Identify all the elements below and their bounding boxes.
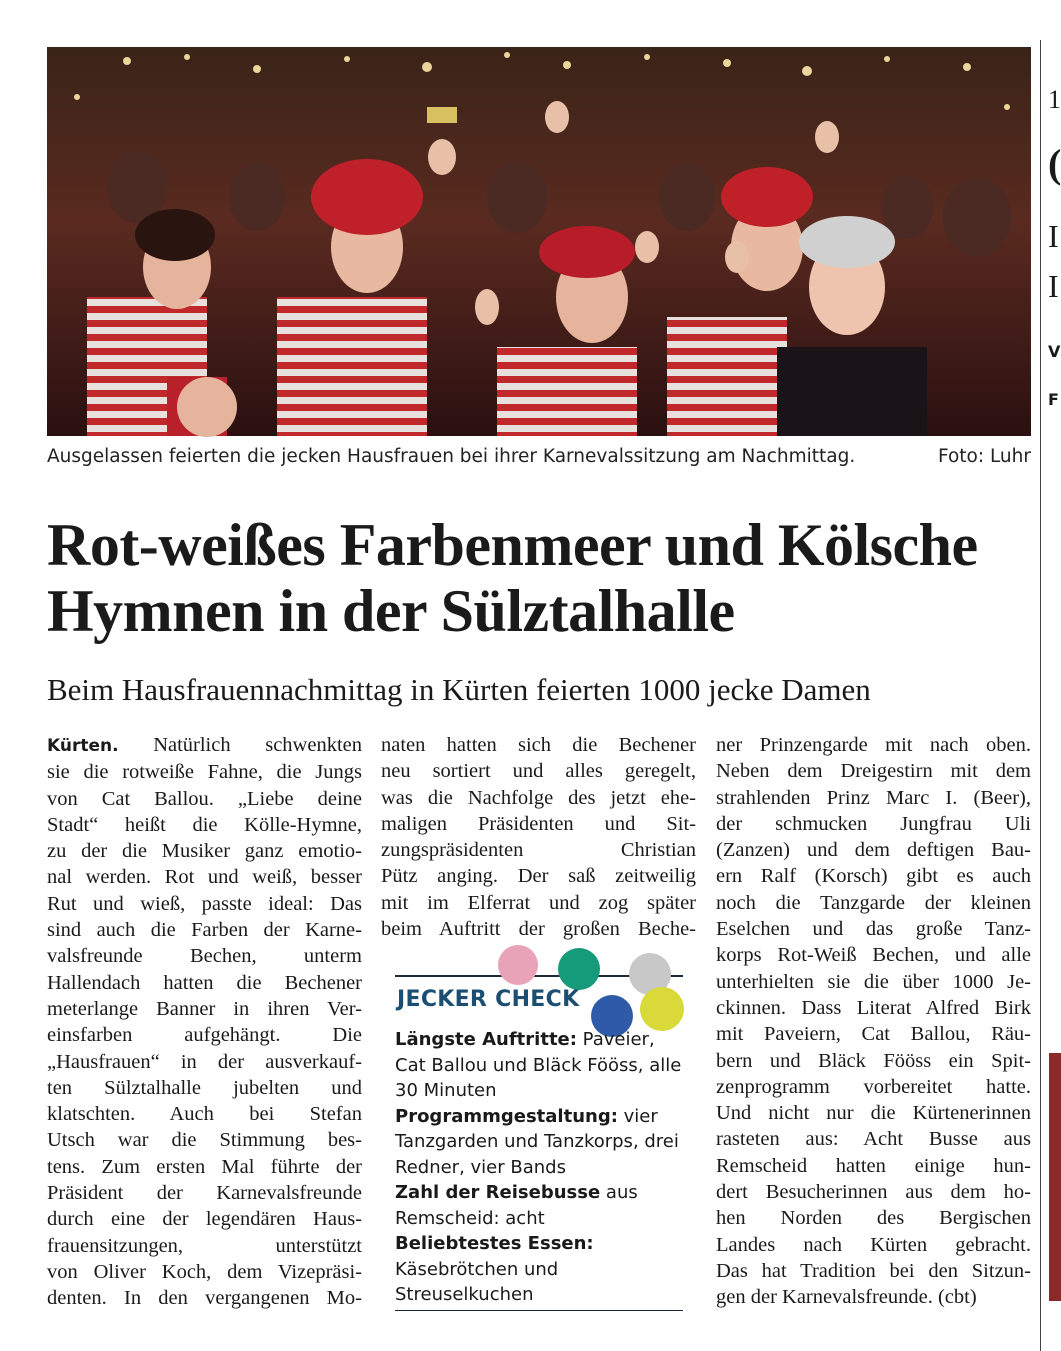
text-line: sind auch die Farben der Karne-	[47, 919, 362, 942]
text-line: Utsch war die Stimmung bes-	[47, 1129, 362, 1152]
check-bottom-rule	[395, 1310, 683, 1311]
text-line: rasteten aus: Acht Busse aus	[716, 1128, 1031, 1151]
edge-letter: 1	[1048, 85, 1061, 114]
text-line	[47, 732, 362, 759]
text-line: nal werden. Rot und weiß, besser	[47, 866, 362, 889]
text-line: einsfarben aufgehängt. Die	[47, 1024, 362, 1047]
column-divider	[1040, 40, 1041, 1351]
yellow-dot	[640, 987, 684, 1031]
text-line: klatschten. Auch bei Stefan	[47, 1103, 362, 1126]
text-line: durch eine der legendären Haus-	[47, 1208, 362, 1231]
text-line: Das hat Tradition bei den Sitzun-	[716, 1259, 1031, 1282]
text-line: zu der die Musiker ganz emotio-	[47, 840, 362, 863]
check-item	[395, 1231, 685, 1308]
photo-caption-row	[47, 443, 1031, 469]
text-line: dert Besucherinnen aus dem ho-	[716, 1181, 1031, 1204]
check-item	[395, 1104, 685, 1181]
check-item-label: Programmgestaltung:	[395, 1105, 618, 1127]
text-line: Präsident der Karnevalsfreunde	[47, 1182, 362, 1205]
article-column-3	[716, 732, 1031, 1311]
text-line: maligen Präsidenten und Sit-	[381, 812, 696, 835]
crowd-photo-illustration	[47, 47, 1031, 436]
text-line: strahlenden Prinz Marc I. (Beer),	[716, 786, 1031, 809]
article-photo	[47, 47, 1031, 436]
text-line: was die Nachfolge des jetzt ehe-	[381, 786, 696, 809]
text-line: mit im Elferrat und zog später	[381, 891, 696, 914]
text-line: meterlange Banner in ihren Ver-	[47, 997, 362, 1020]
text-line: noch die Tanzgarde der kleinen	[716, 891, 1031, 914]
check-item-text: aus Remscheid: acht	[395, 1182, 638, 1229]
text-line: zungspräsidenten Christian	[381, 839, 696, 862]
text-line: ern Ralf (Korsch) gibt es auch	[716, 865, 1031, 888]
text-line: ten Sülztalhalle jubelten und	[47, 1076, 362, 1099]
edge-letter: I	[1048, 268, 1059, 304]
text-line: mit Paveiern, Cat Ballou, Räu-	[716, 1023, 1031, 1046]
text-line: hen Norden des Bergischen	[716, 1207, 1031, 1230]
text-line: frauensitzungen, unterstützt	[47, 1234, 362, 1257]
edge-letter: V	[1048, 342, 1061, 361]
adjacent-photo-edge	[1049, 1053, 1061, 1301]
text-line: von Cat Ballou. „Liebe deine	[47, 787, 362, 810]
text-line: Rut und wieß, passte ideal: Das	[47, 892, 362, 915]
text-line: ckinnen. Dass Literat Alfred Birk	[716, 996, 1031, 1019]
article-column-2	[381, 732, 696, 942]
text-line: Und nicht nur die Kürtenerinnen	[716, 1102, 1031, 1125]
text-line-first: Natürlich schwenkten	[118, 734, 362, 756]
check-item-text: Paveier, Cat Ballou und Bläck Fööss, alle 30 Minuten	[395, 1029, 682, 1101]
check-item	[395, 1180, 685, 1231]
text-line: beim Auftritt der großen Beche-	[381, 918, 696, 941]
text-line: Stadt“ heißt die Kölle-Hymne,	[47, 813, 362, 836]
text-line: unterhielten sie die über 1000 Je-	[716, 970, 1031, 993]
check-item-label: Längste Auftritte:	[395, 1029, 577, 1050]
photo-caption: Ausgelassen feierten die jecken Hausfrauen bei ihrer Karnevalssitzung am Nachmittag.	[47, 445, 856, 467]
article-column-1	[47, 732, 362, 1312]
text-line: bern und Bläck Fööss ein Spit-	[716, 1049, 1031, 1072]
text-line: denten. In den vergangenen Mo-	[47, 1287, 362, 1310]
jecker-check-box	[395, 945, 683, 1316]
text-line: gen der Karnevalsfreunde. (cbt)	[716, 1286, 977, 1309]
text-line: Hallendach hatten die Bechener	[47, 971, 362, 994]
subheadline: Beim Hausfrauennachmittag in Kürten feierten 1000 jecke Damen	[47, 672, 871, 707]
text-line: „Hausfrauen“ in der ausverkauf-	[47, 1050, 362, 1073]
dateline: Kürten.	[47, 736, 119, 756]
adjacent-article-edge	[1040, 40, 1061, 1351]
check-item	[395, 1027, 685, 1104]
text-line: zenprogramm vorbereitet hatte.	[716, 1075, 1031, 1098]
check-body	[395, 1027, 685, 1308]
text-line: Eselchen und das große Tanz-	[716, 918, 1031, 941]
text-line: sie die rotweiße Fahne, die Jungs	[47, 761, 362, 784]
photo-credit: Foto: Luhr	[937, 445, 1031, 467]
check-item-text: vier Tanzgarden und Tanzkorps, drei Redner, vier Bands	[395, 1105, 679, 1178]
check-title: JECKER CHECK	[397, 987, 580, 1012]
text-line: naten hatten sich die Bechener	[381, 734, 696, 756]
check-item-label: Zahl der Reisebusse	[395, 1182, 601, 1203]
text-line: (Zanzen) und dem deftigen Bau-	[716, 839, 1031, 862]
text-line: tens. Zum ersten Mal führte der	[47, 1155, 362, 1178]
edge-letter: (	[1048, 141, 1061, 186]
text-line: Remscheid hatten einige hun-	[716, 1154, 1031, 1177]
check-item-label: Beliebtestes Essen:	[395, 1233, 594, 1254]
text-line: ner Prinzengarde mit nach oben.	[716, 734, 1031, 756]
text-line: korps Rot-Weiß Bechen, und alle	[716, 944, 1031, 967]
text-line: neu sortiert und alles geregelt,	[381, 760, 696, 783]
green-dot	[558, 948, 600, 990]
text-line: von Oliver Koch, dem Vizepräsi-	[47, 1260, 362, 1283]
check-item-text: Käsebrötchen und Streuselkuchen	[395, 1258, 559, 1305]
headline-line-2: Hymnen in der Sülztalhalle	[47, 578, 735, 644]
headline	[47, 512, 1017, 644]
pink-dot	[498, 945, 538, 985]
text-line: der schmucken Jungfrau Uli	[716, 812, 1031, 835]
headline-line-1: Rot-weißes Farbenmeer und Kölsche	[47, 512, 978, 578]
text-line: Neben dem Dreigestirn mit dem	[716, 760, 1031, 783]
text-line: Landes nach Kürten gebracht.	[716, 1233, 1031, 1256]
edge-letter: I	[1048, 218, 1059, 254]
text-line: valsfreunde Bechen, unterm	[47, 945, 362, 968]
edge-letter: F	[1048, 390, 1059, 409]
text-line: Pütz anging. Der saß zeitweilig	[381, 865, 696, 888]
